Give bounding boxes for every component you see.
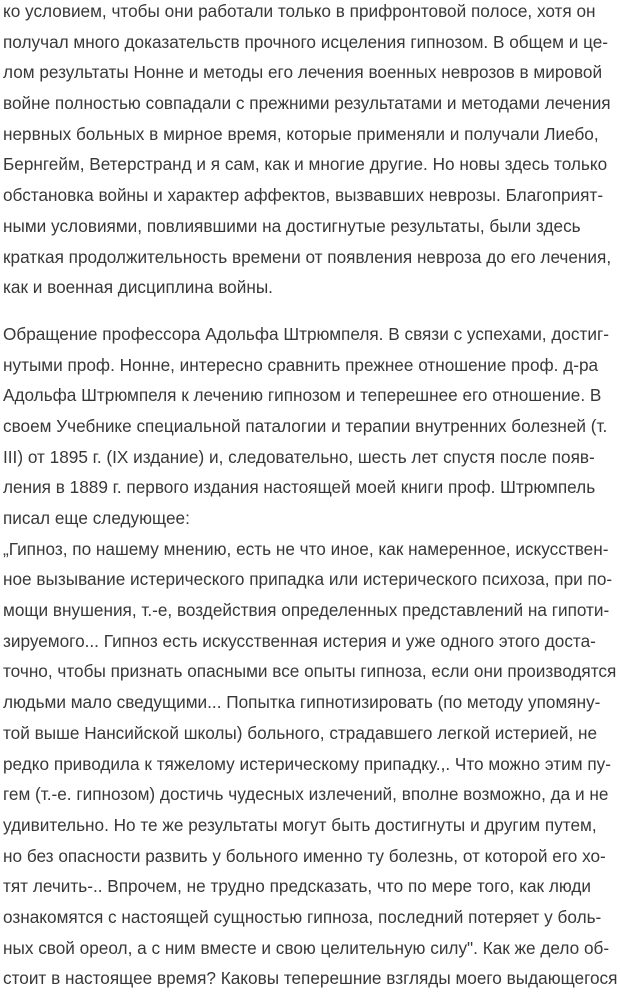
text-line: точно, чтобы признать опасными все опыты гипноза, если они производятся [3, 661, 617, 682]
text-line: краткая продолжительность времени от появления невроза до его лечения, [3, 246, 612, 267]
text-line: нутыми проф. Нонне, интересно сравнить прежнее отношение проф. д-ра [3, 354, 599, 375]
text-line: Адольфа Штрюмпеля к лечению гипнозом и теперешнее его отношение. В [3, 385, 602, 406]
text-line: обстановка войны и характер аффектов, вызвавших неврозы. Благоприят- [3, 185, 604, 206]
text-line: III) от 1895 г. (IX издание) и, следовательно, шесть лет спустя после появ- [3, 446, 595, 467]
text-line: ных свой ореол, а с ним вместе и свою целительную силу". Как же дело об- [3, 937, 610, 958]
text-line: Бернгейм, Ветерстранд и я сам, как и многие другие. Но новы здесь только [3, 154, 608, 175]
text-line: „Гипноз, по нашему мнению, есть не что иное, как намеренное, искусствен- [3, 538, 609, 559]
text-line: своем Учебнике специальной паталогии и терапии внутренних болезней (т. [3, 415, 608, 436]
text-line: ное вызывание истерического припадка или истерического психоза, при по- [3, 569, 613, 590]
paragraph-gap [3, 303, 620, 317]
text-line: стоит в настоящее время? Каковы теперешние взгляды моего выдающегося [3, 968, 618, 989]
text-line: гем (т.-е. гипнозом) достичь чудесных излечений, вполне возможно, да и не [3, 784, 609, 805]
text-line: ко условием, чтобы они работали только в прифронтовой полосе, хотя он [3, 1, 596, 21]
text-line: писал еще следующее: [3, 508, 190, 528]
text-line: как и военная дисциплина войны. [3, 277, 273, 298]
text-line: той выше Нансийской школы) больного, страдавшего легкой истерией, не [3, 722, 598, 743]
text-line: лом результаты Нонне и методы его лечения военных неврозов в мировой [3, 62, 603, 83]
text-line: тят лечить-.. Впрочем, не трудно предсказать, что по мере того, как люди [3, 876, 592, 897]
text-line: получал много доказательств прочного исцеления гипнозом. В общем и це- [3, 31, 609, 52]
text-line: ными условиями, повлиявшими на достигнутые результаты, были здесь [3, 215, 581, 236]
paragraph [3, 319, 620, 994]
text-line: зируемого... Гипноз есть искусственная истерия и уже одного этого доста- [3, 630, 596, 651]
text-line: редко приводила к тяжелому истерическому припадку.,. Что можно этим пу- [3, 753, 611, 774]
text-line: мощи внушения, т.-е, воздействия определенных представлений на гипоти- [3, 600, 610, 621]
text-line: войне полностью совпадали с прежними результатами и методами лечения [3, 93, 611, 114]
text-line: но без опасности развить у больного именно ту болезнь, от которой его хо- [3, 845, 606, 866]
text-line: ознакомятся с настоящей сущностью гипноза, последний потеряет у боль- [3, 906, 602, 927]
text-line: Обращение профессора Адольфа Штрюмпеля. В связи с успехами, достиг- [3, 323, 609, 344]
text-line: нервных больных в мирное время, которые применяли и получали Лиебо, [3, 123, 599, 144]
text-line: людьми мало сведущими... Попытка гипнотизировать (по методу упомяну- [3, 692, 601, 713]
text-line: ления в 1889 г. первого издания настоящей моей книги проф. Штрюмпель [3, 477, 596, 498]
paragraph [3, 0, 620, 303]
text-line: удивительно. Но те же результаты могут быть достигнуты и другим путем, [3, 814, 597, 835]
